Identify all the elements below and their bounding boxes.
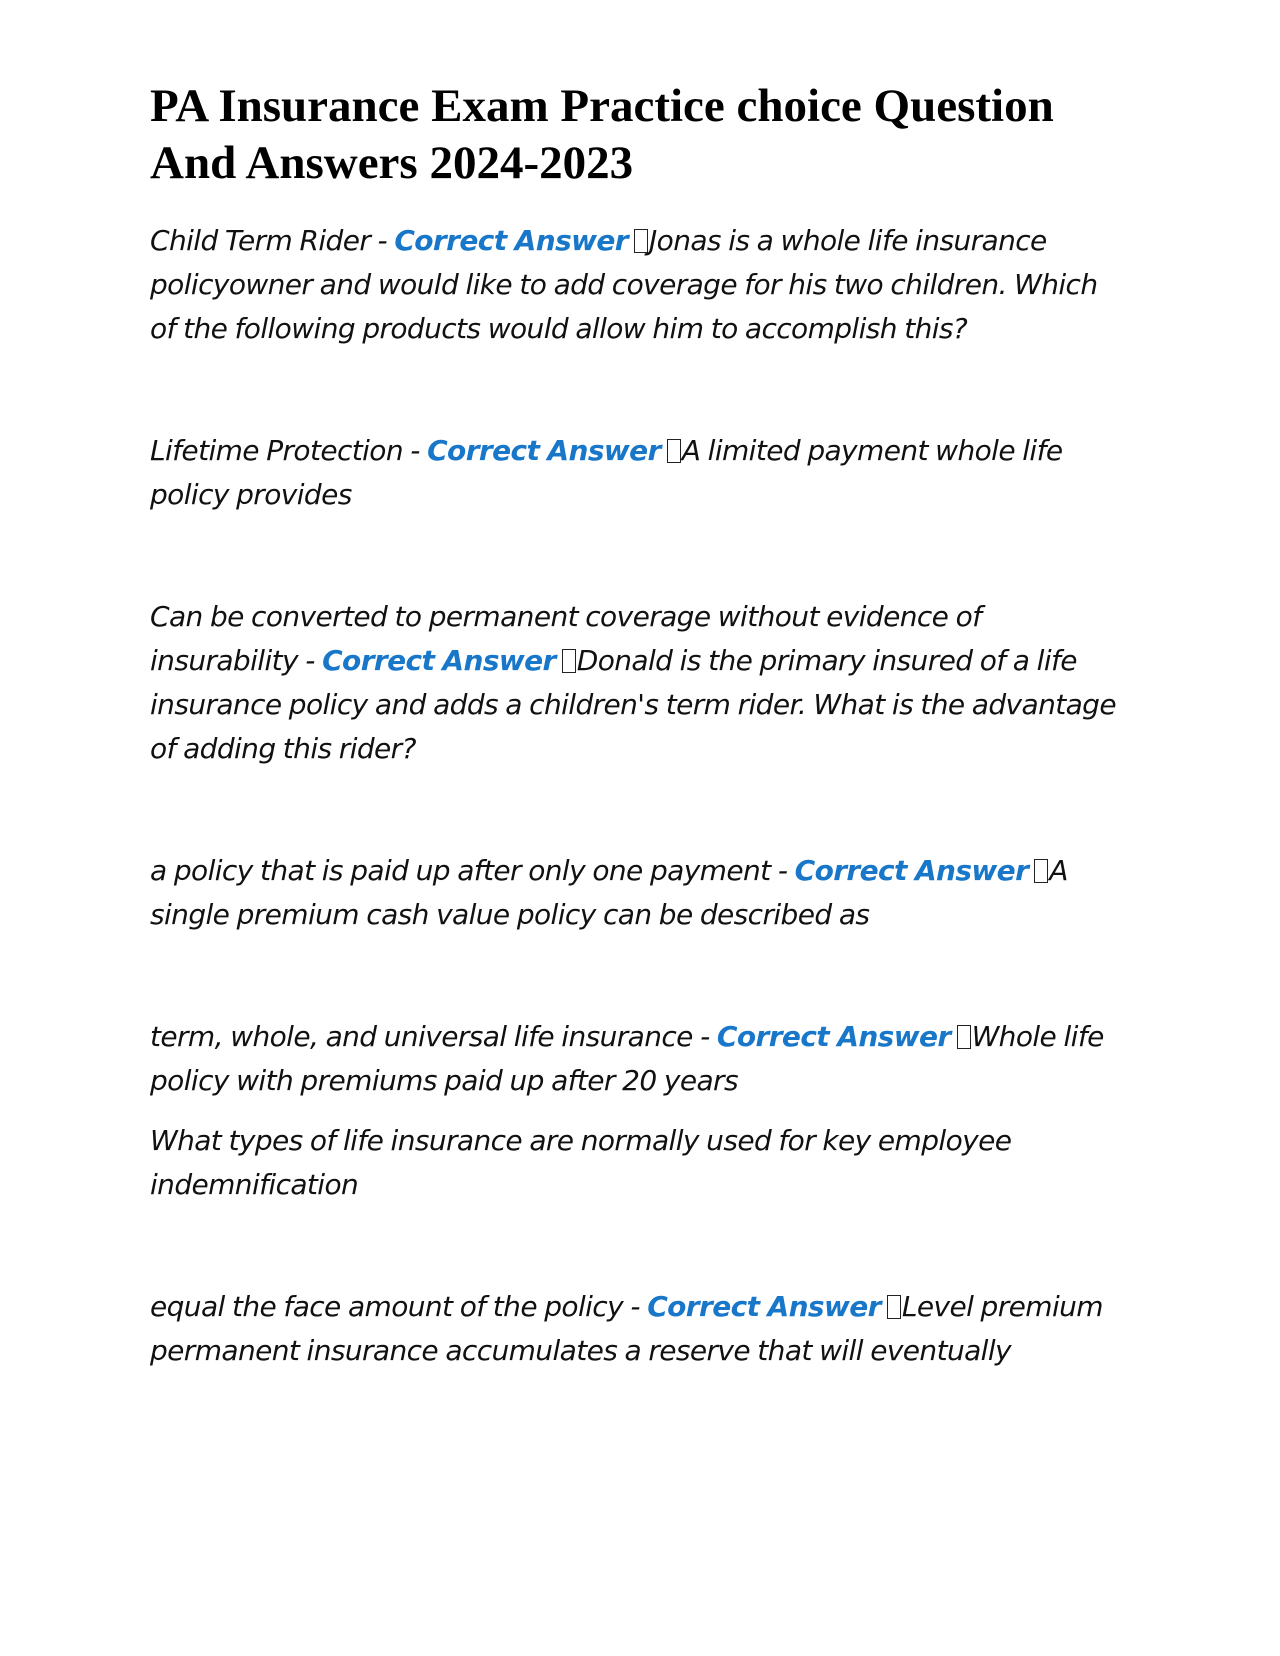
correct-answer-label: Correct Answer <box>394 224 629 257</box>
correct-answer-label: Correct Answer <box>716 1020 951 1053</box>
qa-entry: Can be converted to permanent coverage without evidence of insurability - Correct Answer Donald is the primary insured of a life insurance policy and adds a children's term rider. What is the advantage of adding this rider? <box>150 600 1116 765</box>
entry-answer: Child Term Rider <box>150 224 371 257</box>
correct-answer-label: Correct Answer <box>322 644 556 677</box>
correct-answer-label: Correct Answer <box>427 434 661 467</box>
qa-entry: a policy that is paid up after only one payment - Correct Answer A single premium cash value policy can be described as <box>150 854 1068 931</box>
qa-entry: equal the face amount of the policy - Correct Answer Level premium permanent insurance accumulates a reserve that will eventually <box>150 1290 1103 1367</box>
entry-answer: term, whole, and universal life insurance <box>150 1020 693 1053</box>
entry-question: A limited payment whole life policy provides <box>150 434 1063 511</box>
entry-answer: a policy that is paid up after only one payment <box>150 854 771 887</box>
entry-question: Jonas is a whole life insurance policyowner and would like to add coverage for his two children. Which of the following products would allow him to accomplish this? <box>150 224 1098 345</box>
checkbox-glyph-icon <box>887 1295 901 1319</box>
document-page <box>150 78 1130 1373</box>
entry-question: What types of life insurance are normally used for key employee indemnification <box>150 1124 1012 1201</box>
checkbox-glyph-icon <box>957 1025 971 1049</box>
entry-question: A single premium cash value policy can be described as <box>150 854 1068 931</box>
entry-question: Level premium permanent insurance accumulates a reserve that will eventually <box>150 1290 1103 1367</box>
checkbox-glyph-icon <box>562 649 576 673</box>
entry-question: Whole life policy with premiums paid up after 20 years <box>150 1020 1104 1097</box>
qa-entry: Lifetime Protection - Correct Answer A limited payment whole life policy provides <box>150 434 1063 511</box>
correct-answer-label: Correct Answer <box>647 1290 881 1323</box>
checkbox-glyph-icon <box>1034 859 1048 883</box>
entry-answer: equal the face amount of the policy <box>150 1290 624 1323</box>
qa-entry: Child Term Rider - Correct Answer Jonas is a whole life insurance policyowner and would like to add coverage for his two children. Which of the following products would allow him to accomplish this? <box>150 224 1098 345</box>
entry-answer: Lifetime Protection <box>150 434 403 467</box>
entry-question: Donald is the primary insured of a life insurance policy and adds a children's term rider. What is the advantage of adding this rider? <box>150 644 1116 765</box>
correct-answer-label: Correct Answer <box>794 854 1029 887</box>
checkbox-glyph-icon <box>667 439 681 463</box>
qa-entry: term, whole, and universal life insurance - Correct Answer Whole life policy with premiums paid up after 20 years <box>150 1020 1104 1097</box>
qa-entry-continuation <box>150 1119 1130 1207</box>
checkbox-glyph-icon <box>634 229 648 253</box>
document-title: PA Insurance Exam Practice choice Question And Answers 2024-2023 <box>150 80 1054 189</box>
entry-answer: Can be converted to permanent coverage without evidence of insurability <box>150 600 982 677</box>
